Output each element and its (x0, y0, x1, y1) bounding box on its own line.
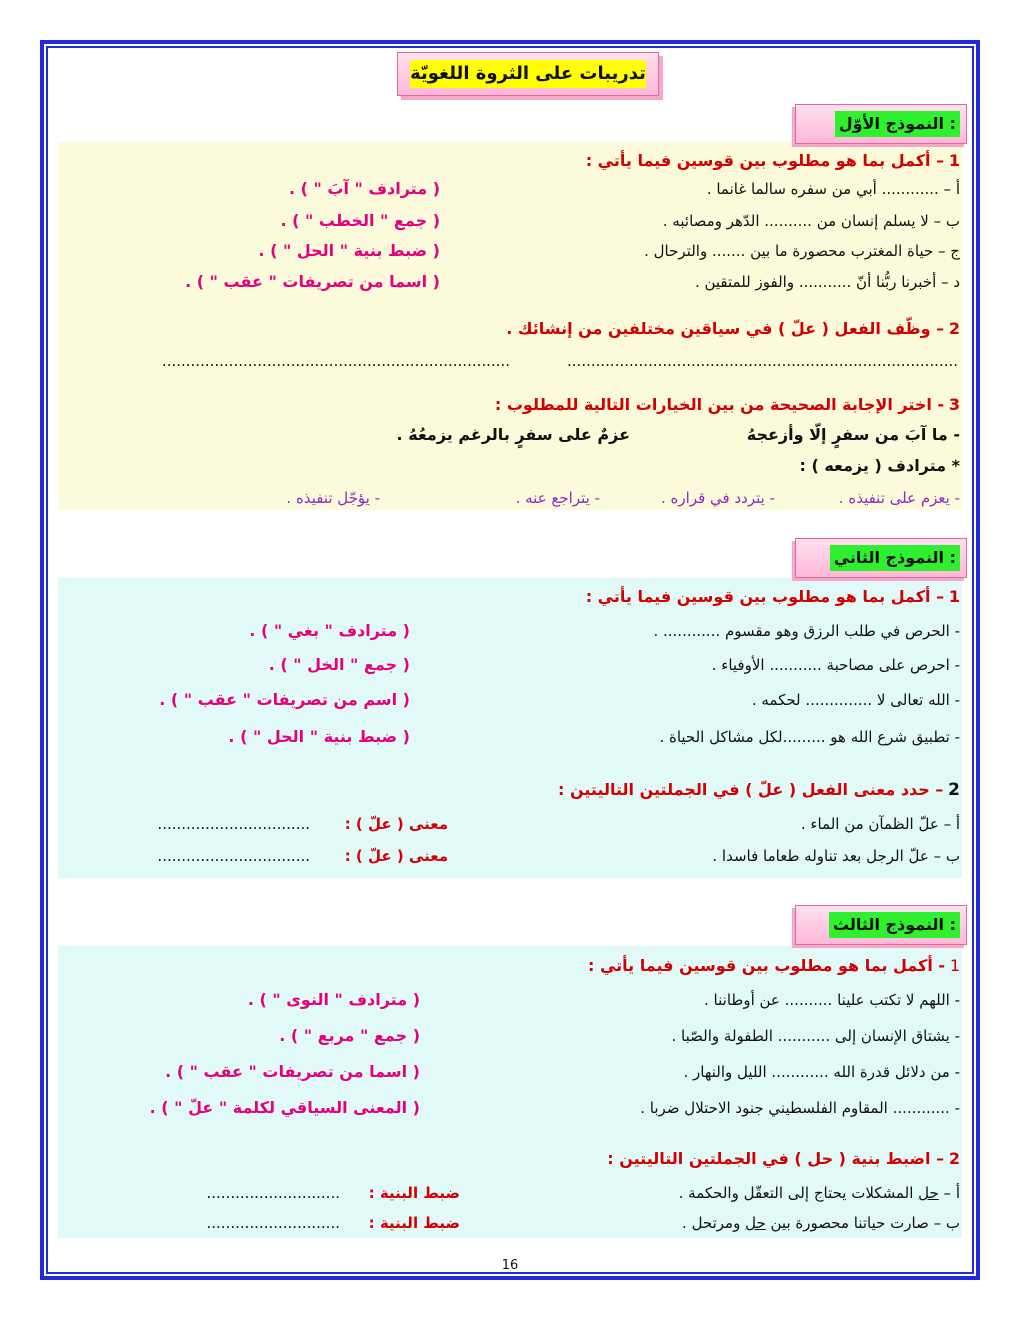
title-banner (397, 52, 659, 96)
model3-tab (795, 905, 967, 945)
model3-q2-label-b: ضبط البنية : (368, 1214, 460, 1232)
model2-q1-item-4: - تطبيق شرع الله هو .........لكل مشاكل الحياة . (659, 728, 960, 746)
model2-q2: 2 – حدد معنى الفعل ( علّ ) في الجملتين التاليتين : (558, 780, 960, 800)
model2-q1: 1 – أكمل بما هو مطلوب بين قوسين فيما يأتي : (585, 587, 960, 606)
model2-tab-label: النموذج الثاني : (830, 545, 960, 571)
model1-q1-item-c: ج – حياة المغترب محصورة ما بين ....... والترحال . (644, 242, 960, 260)
model3-q1-hint-2: ( جمع " مربع " ) . (279, 1026, 420, 1045)
model2-q2-item-a: أ – علّ الظمآن من الماء . (800, 815, 960, 833)
model1-q3-ask: * مترادف ( يزمعه ) : (799, 456, 960, 475)
model2-q1-item-1: - الحرص في طلب الرزق وهو مقسوم ............ . (653, 622, 960, 640)
model1-q1-hint-b: ( جمع " الخطب " ) . (280, 211, 440, 230)
model2-q1-hint-1: ( مترادف " بغي " ) . (249, 621, 410, 640)
model3-q1-item-3: - من دلائل قدرة الله ............ الليل والنهار . (683, 1063, 960, 1081)
model1-q1-hint-d: ( اسما من تصريفات " عقب " ) . (185, 272, 440, 291)
model1-q2-answer-left[interactable]: ......................................................................... (161, 352, 510, 370)
model2-q2-item-b: ب – علّ الرجل بعد تناوله طعاما فاسدا . (712, 847, 960, 865)
model2-q2-answer-b[interactable]: ................................ (157, 847, 310, 865)
model2-q2-answer-a[interactable]: ................................ (157, 815, 310, 833)
model1-q3-choice-4[interactable]: - يؤجّل تنفيذه . (286, 489, 380, 507)
model3-tab-label: النموذج الثالث : (829, 912, 960, 938)
model3-q2-item-b: ب – صارت حياتنا محصورة بين حل ومرتحل . (682, 1214, 960, 1232)
model3-q1-item-2: - يشتاق الإنسان إلى ........... الطفولة والصّبا . (671, 1027, 960, 1045)
model1-q1: 1 – أكمل بما هو مطلوب بين قوسين فيما يأتي : (585, 151, 960, 170)
model3-q1-item-1: - اللهم لا تكتب علينا .......... عن أوطاننا . (704, 991, 960, 1009)
model1-tab-label: النموذج الأوّل : (835, 111, 960, 137)
model3-q1-item-4: - ............ المقاوم الفلسطيني جنود الاحتلال ضربا . (640, 1099, 960, 1117)
model2-q1-hint-4: ( ضبط بنية " الحل " ) . (228, 727, 410, 746)
model2-q2-label-a: معنى ( علّ ) : (344, 815, 448, 833)
model1-q1-hint-c: ( ضبط بنية " الحل " ) . (258, 241, 440, 260)
model3-q1-hint-3: ( اسما من تصريفات " عقب " ) . (165, 1062, 420, 1081)
model2-tab (795, 538, 967, 578)
model2-q1-hint-3: ( اسم من تصريفات " عقب " ) . (159, 690, 410, 709)
model1-tab (795, 104, 967, 144)
model3-q2-item-a: أ – حل المشكلات يحتاج إلى التعقّل والحكمة . (678, 1184, 960, 1202)
model1-q2-answer-right[interactable]: .................................................................................. (567, 352, 958, 370)
model1-q1-hint-a: ( مترادف " آبَ " ) . (288, 179, 440, 198)
model2-q1-hint-2: ( جمع " الخل " ) . (268, 655, 410, 674)
model3-q2-answer-a[interactable]: ............................ (206, 1184, 340, 1202)
model1-q1-item-b: ب – لا يسلم إنسان من .......... الدّهر ومصائبه . (662, 212, 960, 230)
model2-q2-label-b: معنى ( علّ ) : (344, 847, 448, 865)
model1-q3-choice-2[interactable]: - يتردد في قراره . (661, 489, 775, 507)
page-number: 16 (501, 1258, 519, 1273)
model1-q3: 3 - اختر الإجابة الصحيحة من بين الخيارات التالية للمطلوب : (494, 395, 960, 414)
page-title: تدريبات على الثروة اللغويّة (410, 60, 646, 88)
model3-q1-hint-4: ( المعنى السياقي لكلمة " علّ " ) . (149, 1098, 420, 1117)
model1-q3-choice-3[interactable]: - يتراجع عنه . (515, 489, 600, 507)
model2-q1-item-3: - الله تعالى لا .............. لحكمه . (751, 691, 960, 709)
model1-q2: 2 – وظّف الفعل ( علّ ) في سياقين مختلفين من إنشائك . (506, 319, 960, 338)
model3-q1-hint-1: ( مترادف " النوى " ) . (247, 990, 420, 1009)
model1-q3-poem-b: عزمٌ على سفرٍ بالرغم يزمعُهُ . (396, 425, 630, 444)
model1-q3-choice-1[interactable]: - يعزم على تنفيذه . (838, 489, 960, 507)
model3-q2-answer-b[interactable]: ............................ (206, 1214, 340, 1232)
model3-q1: 1 - أكمل بما هو مطلوب بين قوسين فيما يأتي : (588, 956, 960, 975)
model3-q2-label-a: ضبط البنية : (368, 1184, 460, 1202)
underlined-word: حل (918, 1184, 939, 1202)
model2-q1-item-2: - احرص على مصاحبة ........... الأوفياء . (711, 656, 960, 674)
model3-q2: 2 – اضبط بنية ( حل ) في الجملتين التاليتين : (607, 1149, 960, 1168)
underlined-word: حل (745, 1214, 766, 1232)
model1-q3-poem-a: - ما آبَ من سفرٍ إلّا وأزعجهُ (746, 425, 960, 444)
model1-q1-item-d: د – أخبرنا ربُّنا أنّ ........... والفوز للمتقين . (694, 273, 960, 291)
model1-q1-item-a: أ – ............ أبي من سفره سالما غانما . (706, 180, 960, 198)
